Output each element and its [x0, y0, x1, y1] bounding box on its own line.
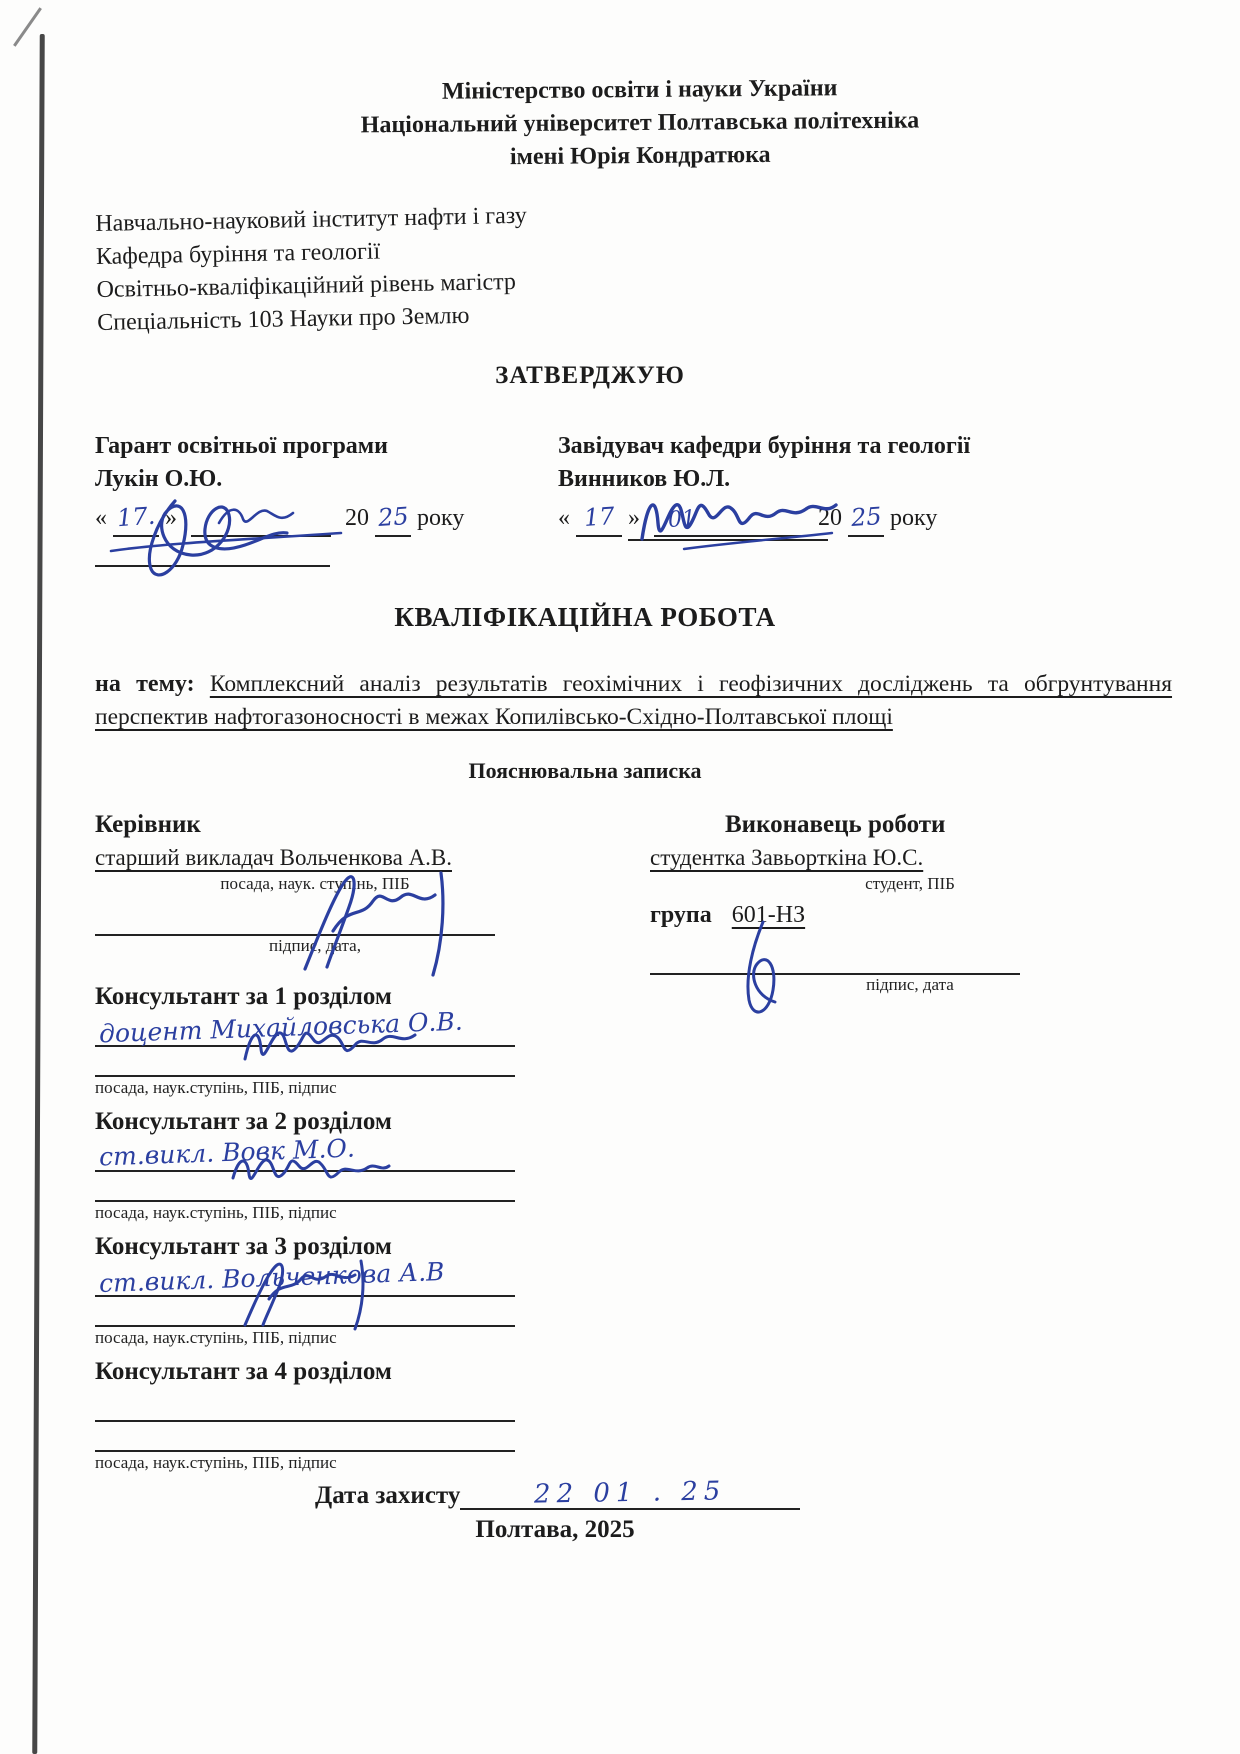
- people-row: [95, 808, 1190, 995]
- supervisor-name: старший викладач Вольченкова А.В.: [95, 845, 452, 870]
- consultant-3-signature-rule: [95, 1297, 515, 1327]
- head-handwritten-month: 01: [667, 506, 697, 533]
- guarantor-year-suffix: року: [417, 505, 465, 531]
- quote-open: «: [95, 505, 107, 531]
- supervisor-caption-top: посада, наук. ступінь, ПІБ: [220, 874, 410, 893]
- guarantor-month-blank: [191, 509, 331, 537]
- head-year-suffix: року: [890, 505, 938, 531]
- consultant-3-caption: посада, наук.ступінь, ПІБ, підпис: [95, 1328, 337, 1347]
- department-head-signature-rule: [628, 539, 828, 541]
- topic-label: на тему:: [95, 671, 195, 697]
- quote-close: »: [165, 505, 177, 531]
- quote-close: »: [628, 505, 640, 531]
- consultant-1-signature-rule: [95, 1047, 515, 1077]
- department-line: Кафедра буріння та геології: [95, 238, 381, 270]
- executor-caption-bottom: підпис, дата: [866, 975, 954, 994]
- topic-text: Комплексний аналіз результатів геохімічних і геофізичних досліджень та обгрунтування перспектив нафтогазоносності в межах Копилівсько-Східно-Полтавської площі: [95, 671, 1173, 730]
- executor-caption-top: студент, ПІБ: [865, 874, 955, 893]
- consultant-1-label: Консультант за 1 розділом: [95, 983, 392, 1010]
- consultant-2-signature-rule: [95, 1172, 515, 1202]
- explanatory-note-subtitle: Пояснювальна записка: [468, 758, 702, 783]
- supervisor-block: [95, 808, 575, 995]
- quote-open: «: [558, 505, 570, 531]
- ministry-line-1: Міністерство освіти і науки України: [441, 75, 838, 105]
- department-head-block: [550, 430, 1185, 567]
- guarantor-handwritten-day: 17.: [115, 501, 157, 533]
- institute-line: Навчально-науковий інститут нафти і газу: [95, 202, 527, 237]
- guarantor-month-scribble-ink: [209, 495, 305, 535]
- consultant-2-label: Консультант за 2 розділом: [95, 1108, 392, 1135]
- consultant-3-label: Консультант за 3 розділом: [95, 1233, 392, 1260]
- consultant-3-block: [95, 1230, 565, 1349]
- consultant-4-signature-rule: [95, 1422, 515, 1452]
- city-year: Полтава, 2025: [475, 1516, 635, 1543]
- work-title: КВАЛІФІКАЦІЙНА РОБОТА: [394, 602, 776, 632]
- consultant-2-block: [95, 1105, 565, 1224]
- supervisor-caption-bottom: підпис, дата,: [269, 936, 361, 955]
- executor-label: Виконавець роботи: [725, 811, 946, 838]
- department-head-name: Винников Ю.Л.: [558, 466, 731, 492]
- guarantor-signature-rule: [95, 565, 330, 567]
- defense-date-blank: [460, 1478, 800, 1510]
- group-label: група: [650, 902, 712, 928]
- consultant-4-caption: посада, наук.ступінь, ПІБ, підпис: [95, 1453, 337, 1472]
- consultant-3-hand-line: [95, 1256, 515, 1299]
- supervisor-signature-rule: [95, 894, 495, 936]
- consultant-2-hand-line: [95, 1133, 515, 1172]
- defense-date-handwritten: 22 01 . 25: [533, 1476, 727, 1510]
- approve-heading: ЗАТВЕРДЖУЮ: [495, 362, 685, 389]
- guarantor-title: Гарант освітньої програми: [95, 433, 388, 459]
- consultants-section: [95, 980, 565, 1480]
- consultant-4-hand-line: [95, 1388, 515, 1422]
- guarantor-year-prefix: 20: [345, 505, 369, 531]
- degree-line: Освітньо-кваліфікаційний рівень магістр: [96, 268, 517, 303]
- department-head-date-line: [558, 500, 1185, 537]
- consultant-4-block: [95, 1355, 565, 1474]
- executor-name: студентка Завьорткіна Ю.С.: [650, 845, 924, 870]
- consultant-2-caption: посада, наук.ступінь, ПІБ, підпис: [95, 1203, 337, 1222]
- head-month-blank: [654, 506, 804, 537]
- guarantor-date-line: [95, 500, 550, 537]
- consultant-4-label: Консультант за 4 розділом: [95, 1358, 392, 1385]
- institute-block: [95, 200, 529, 340]
- ministry-line-2: Національний університет Полтавська політехніка: [360, 107, 920, 139]
- consultant-1-hand-line: [95, 1006, 515, 1049]
- consultant-1-block: [95, 980, 565, 1099]
- guarantor-name: Лукін О.Ю.: [95, 466, 223, 492]
- consultant-3-handwritten-name: ст.викл. Вольченкова А.В: [98, 1256, 445, 1299]
- executor-block: [575, 808, 1190, 995]
- head-handwritten-year: 25: [849, 501, 883, 533]
- supervisor-label: Керівник: [95, 811, 201, 838]
- consultant-1-caption: посада, наук.ступінь, ПІБ, підпис: [95, 1078, 337, 1097]
- group-value: 601-НЗ: [731, 902, 806, 928]
- defense-date-line: [315, 1478, 800, 1510]
- ministry-line-3: імені Юрія Кондратюка: [509, 141, 771, 171]
- consultant-1-handwritten-name: доцент Михайловська О.В.: [98, 1006, 464, 1049]
- guarantor-handwritten-year: 25: [376, 501, 410, 533]
- ministry-header: [120, 69, 1161, 177]
- department-head-title: Завідувач кафедри буріння та геології: [558, 433, 971, 459]
- head-year-prefix: 20: [818, 505, 842, 531]
- group-line: [650, 902, 1190, 929]
- executor-signature-rule: [650, 929, 1020, 975]
- defense-date-label: Дата захисту: [315, 1482, 461, 1509]
- guarantor-block: [95, 430, 550, 567]
- topic-paragraph: [95, 668, 1172, 734]
- approval-row: [95, 430, 1185, 567]
- specialty-line: Спеціальність 103 Науки про Землю: [96, 302, 470, 336]
- consultant-2-handwritten-name: ст.викл. Вовк М.О.: [98, 1133, 356, 1172]
- head-handwritten-day: 17: [582, 501, 616, 533]
